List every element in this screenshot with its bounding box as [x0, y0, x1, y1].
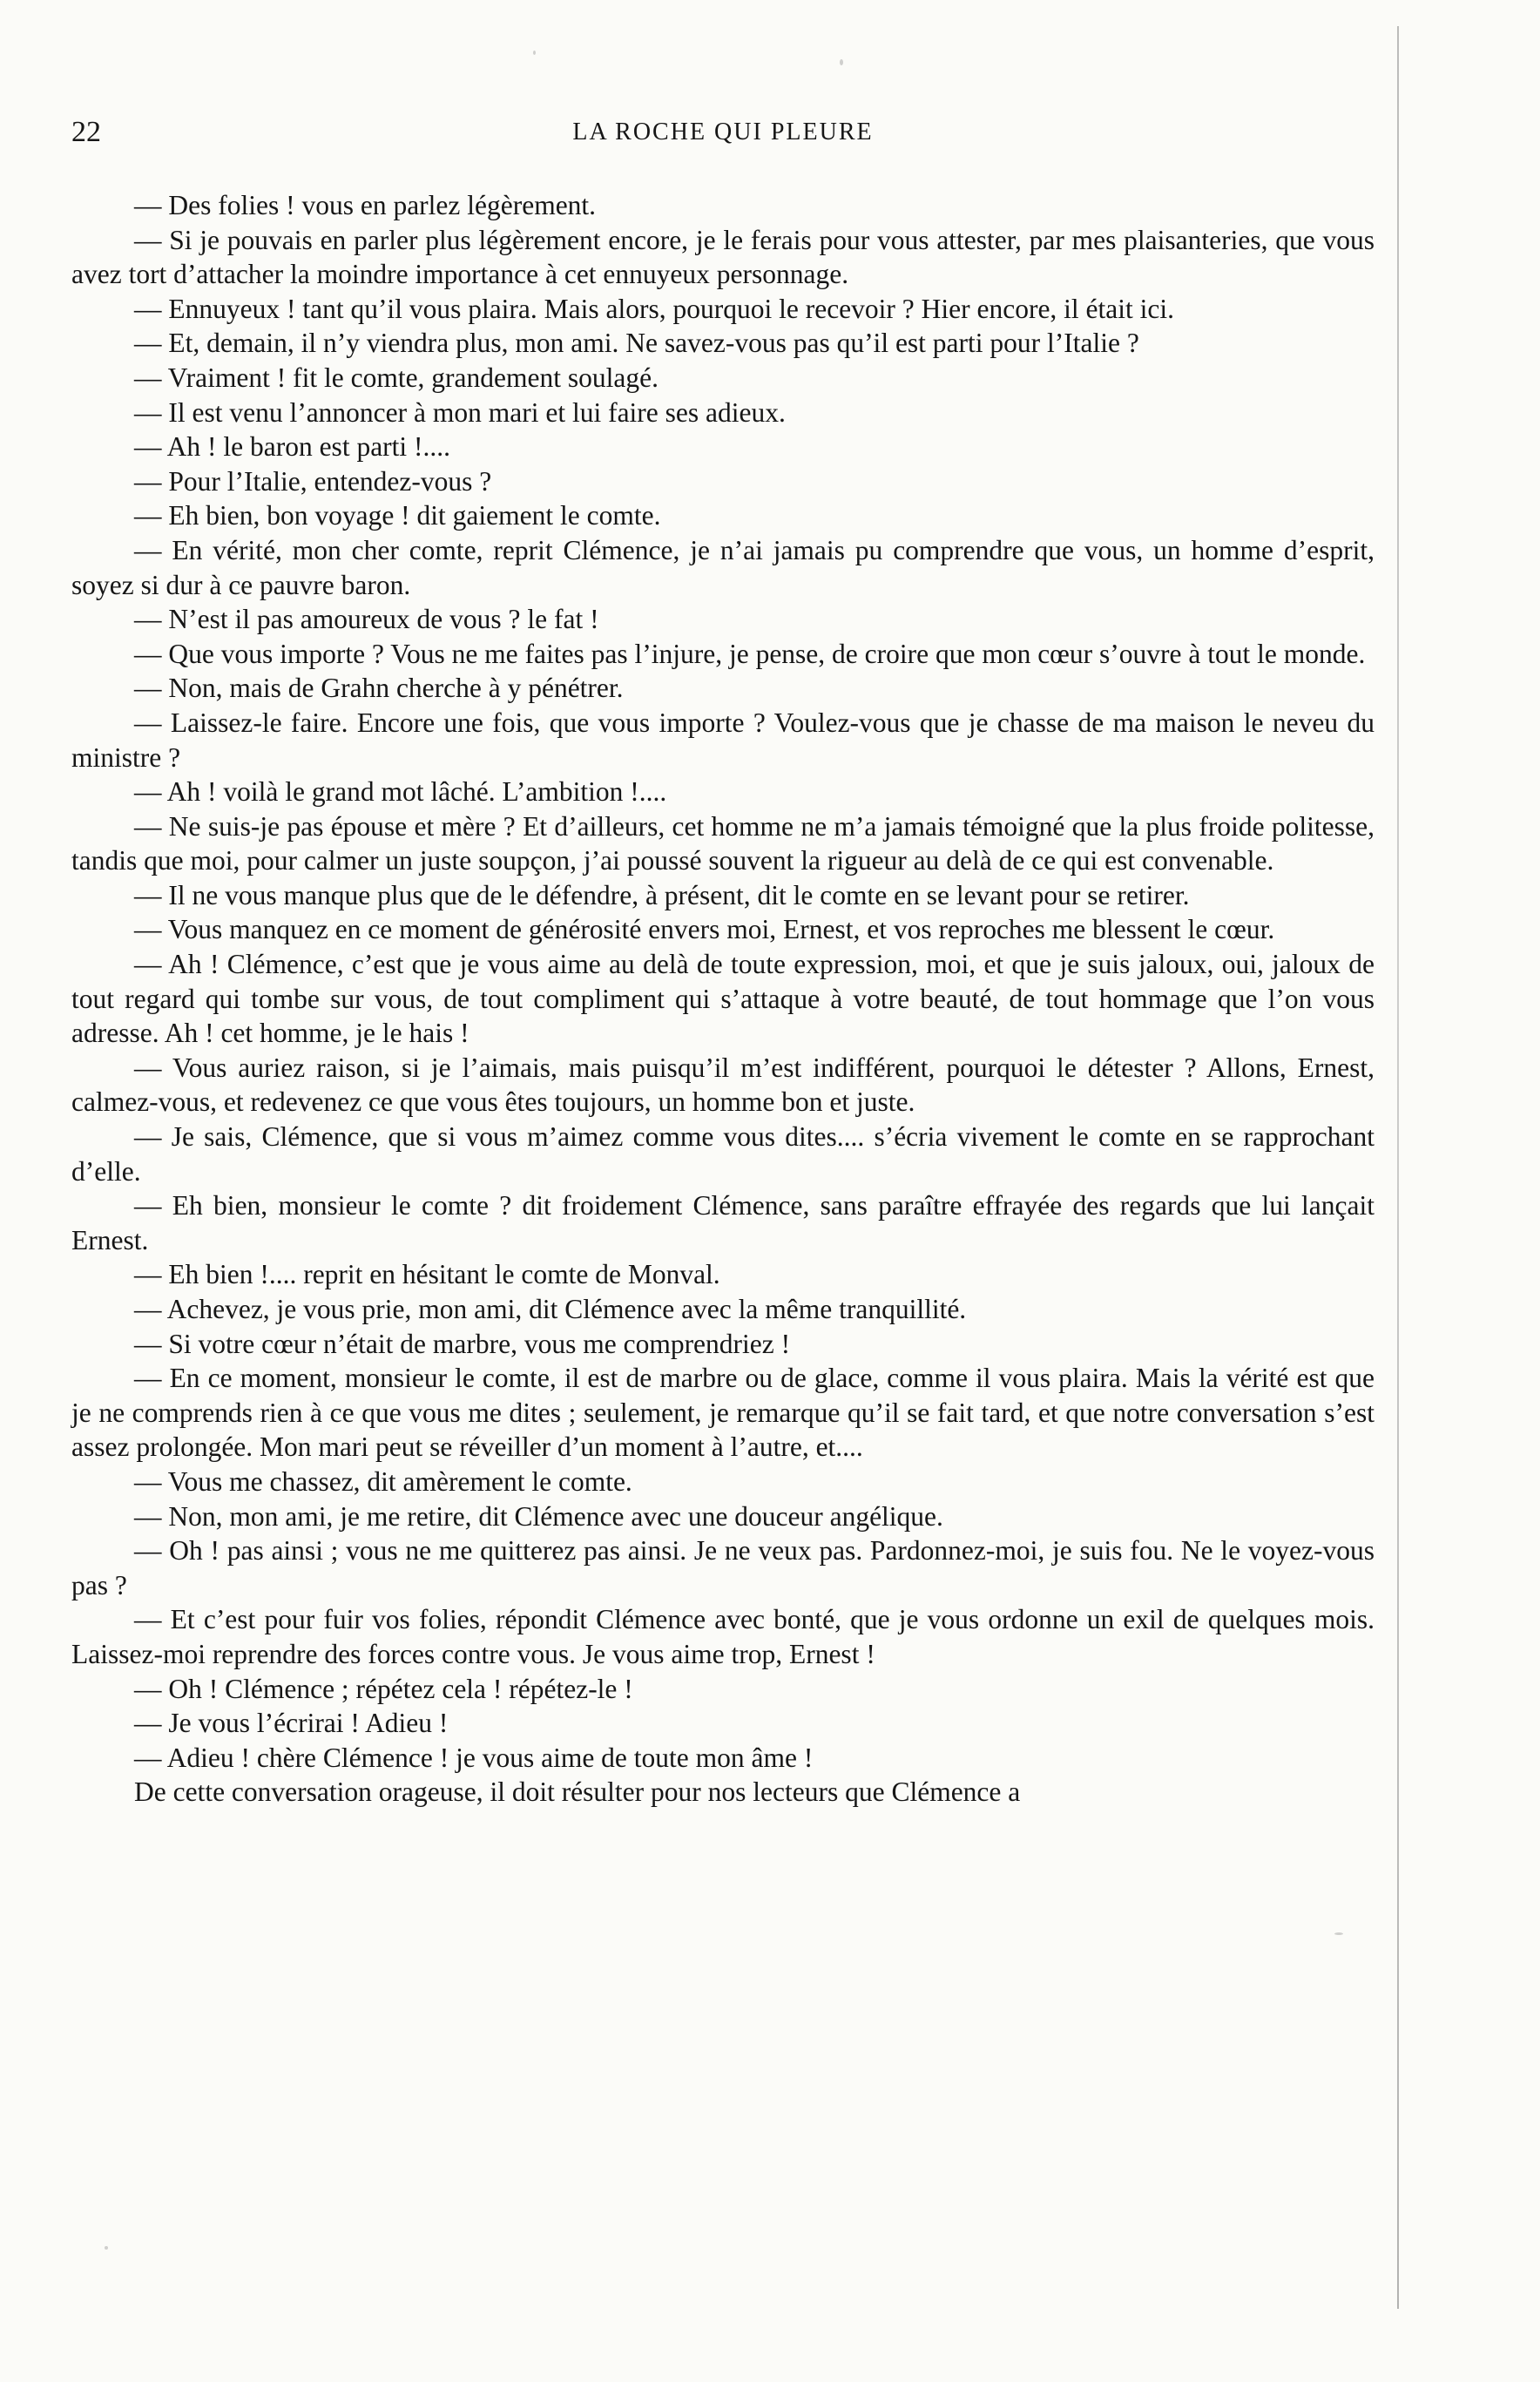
paragraph: — Si je pouvais en parler plus légèrement encore, je le ferais pour vous attester, par mes plaisanteries, que vous avez tort d’attacher la moindre importance à cet ennuyeux personnage. [71, 224, 1375, 290]
scan-speck [840, 59, 843, 65]
paragraph: — Oh ! Clémence ; répétez cela ! répétez-le ! [134, 1673, 633, 1704]
scan-speck [1334, 1932, 1343, 1935]
paragraph: — En vérité, mon cher comte, reprit Clémence, je n’ai jamais pu comprendre que vous, un homme d’esprit, soyez si dur à ce pauvre baron. [71, 534, 1375, 600]
paragraph: — Vous manquez en ce moment de générosité envers moi, Ernest, et vos reproches me blessent le cœur. [134, 914, 1275, 945]
page-edge-shadow [1397, 26, 1399, 2309]
paragraph: — Laissez-le faire. Encore une fois, que vous importe ? Voulez-vous que je chasse de ma maison le neveu du ministre ? [71, 707, 1375, 773]
paragraph: — Des folies ! vous en parlez légèrement. [134, 190, 597, 220]
paragraph: — Eh bien !.... reprit en hésitant le comte de Monval. [134, 1259, 720, 1290]
paragraph: — Et c’est pour fuir vos folies, répondit Clémence avec bonté, que je vous ordonne un exil de quelques mois. Laissez-moi reprendre des forces contre vous. Je vous aime trop, Ernest ! [71, 1604, 1375, 1669]
paragraph: — Achevez, je vous prie, mon ami, dit Clémence avec la même tranquillité. [134, 1294, 967, 1324]
paragraph: — Que vous importe ? Vous ne me faites pas l’injure, je pense, de croire que mon cœur s’ouvre à tout le monde. [134, 638, 1366, 669]
paragraph: — Il ne vous manque plus que de le défendre, à présent, dit le comte en se levant pour se retirer. [134, 879, 1190, 910]
scan-speck [105, 2246, 108, 2250]
paragraph: — Eh bien, bon voyage ! dit gaiement le comte. [134, 500, 661, 531]
page-header [71, 115, 1375, 150]
paragraph: — Et, demain, il n’y viendra plus, mon ami. Ne savez-vous pas qu’il est parti pour l’Italie ? [134, 328, 1139, 359]
page-number: 22 [71, 116, 101, 148]
paragraph: — Eh bien, monsieur le comte ? dit froidement Clémence, sans paraître effrayée des regards que lui lançait Ernest. [71, 1190, 1375, 1255]
paragraph: — Oh ! pas ainsi ; vous ne me quitterez pas ainsi. Je ne veux pas. Pardonnez-moi, je suis fou. Ne le voyez-vous pas ? [71, 1535, 1375, 1600]
paragraph: — Non, mais de Grahn cherche à y pénétrer. [134, 673, 624, 704]
paragraph: — Je vous l’écrirai ! Adieu ! [134, 1708, 449, 1739]
scan-speck [533, 51, 536, 55]
paragraph: — Vraiment ! fit le comte, grandement soulagé. [134, 362, 659, 393]
paragraph: — Je sais, Clémence, que si vous m’aimez comme vous dites.... s’écria vivement le comte en se rapprochant d’elle. [71, 1121, 1375, 1187]
paragraph: — Ah ! voilà le grand mot lâché. L’ambition !.... [134, 776, 667, 808]
paragraph: — Ennuyeux ! tant qu’il vous plaira. Mais alors, pourquoi le recevoir ? Hier encore, il était ici. [134, 293, 1175, 324]
running-title: LA ROCHE QUI PLEURE [572, 118, 874, 145]
paragraph: — Ne suis-je pas épouse et mère ? Et d’ailleurs, cet homme ne m’a jamais témoigné que la plus froide politesse, tandis que moi, pour calmer un juste soupçon, j’ai poussé souvent la rigueur au delà de ce qui est convenable. [71, 810, 1375, 876]
body-text [71, 188, 1375, 1810]
paragraph: — Vous me chassez, dit amèrement le comte. [134, 1465, 632, 1497]
paragraph: De cette conversation orageuse, il doit résulter pour nos lecteurs que Clémence a [134, 1776, 1021, 1808]
paragraph: — Si votre cœur n’était de marbre, vous me comprendriez ! [134, 1328, 791, 1359]
paragraph: — Ah ! le baron est parti !.... [134, 431, 451, 463]
paragraph: — Vous auriez raison, si je l’aimais, mais puisqu’il m’est indifférent, pourquoi le détester ? Allons, Ernest, calmez-vous, et redevenez ce que vous êtes toujours, un homme bon et juste. [71, 1052, 1375, 1118]
paragraph: — Ah ! Clémence, c’est que je vous aime au delà de toute expression, moi, et que je suis jaloux, oui, jaloux de tout regard qui tombe sur vous, de tout compliment qui s’attaque à votre beauté, de tout hommage que l’on vous adresse. Ah ! cet homme, je le hais ! [71, 949, 1375, 1049]
paragraph: — Il est venu l’annoncer à mon mari et lui faire ses adieux. [134, 396, 786, 428]
paragraph: — N’est il pas amoureux de vous ? le fat ! [134, 604, 599, 635]
paragraph: — Adieu ! chère Clémence ! je vous aime de toute mon âme ! [134, 1742, 814, 1773]
paragraph: — En ce moment, monsieur le comte, il est de marbre ou de glace, comme il vous plaira. Mais la vérité est que je ne comprends rien à ce que vous me dites ; seulement, je remarque qu’il se fait tard, et que notre conversation s’est assez prolongée. Mon mari peut se réveiller d’un moment à l’autre, et.... [71, 1363, 1375, 1463]
paragraph: — Pour l’Italie, entendez-vous ? [134, 465, 492, 497]
paragraph: — Non, mon ami, je me retire, dit Clémence avec une douceur angélique. [134, 1500, 943, 1532]
